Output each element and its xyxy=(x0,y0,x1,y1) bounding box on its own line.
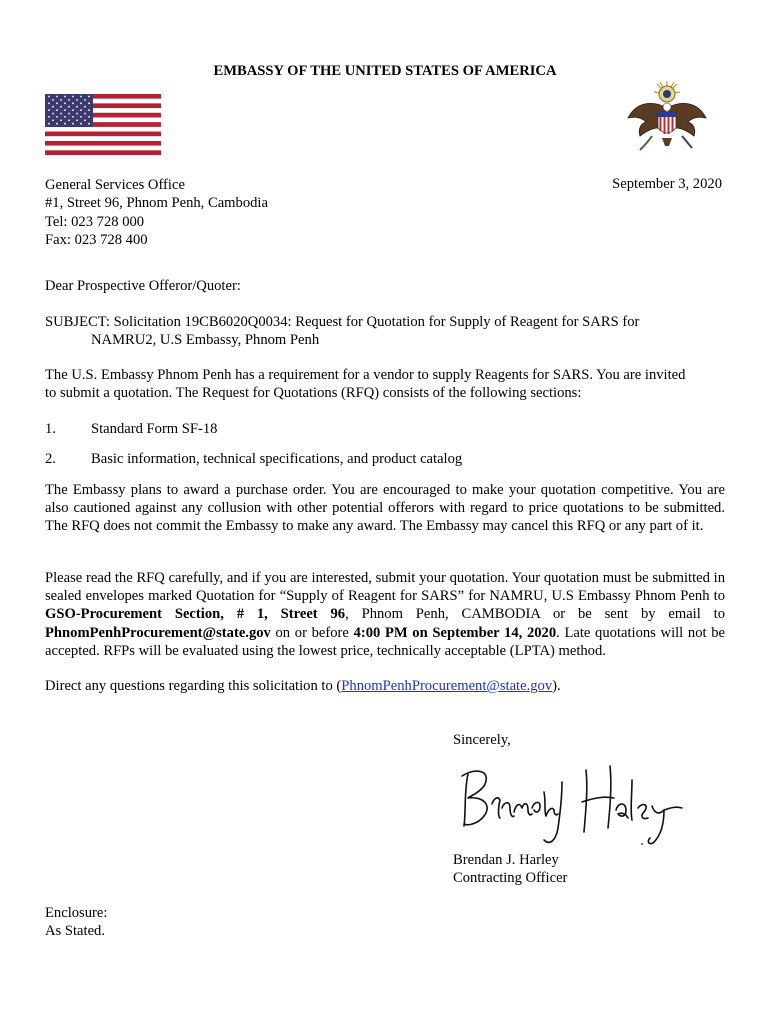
flag-star xyxy=(84,119,86,121)
questions-email-link[interactable]: PhnomPenhProcurement@state.gov xyxy=(341,678,553,694)
flag-star xyxy=(68,119,70,121)
flag-star xyxy=(68,113,70,115)
telephone: Tel: 023 728 000 xyxy=(45,213,145,230)
flag-star xyxy=(72,116,74,118)
instructions-text: , Phnom Penh, CAMBODIA or be sent by email to xyxy=(345,606,725,623)
section-number: 1. xyxy=(45,421,56,437)
instructions-text: on or before xyxy=(270,624,354,641)
closing: Sincerely, xyxy=(453,732,511,748)
flag-star xyxy=(52,106,54,108)
flag-star xyxy=(60,99,62,101)
flag-star xyxy=(56,116,58,118)
flag-star xyxy=(64,123,66,125)
fax: Fax: 023 728 400 xyxy=(45,231,148,248)
flag-star xyxy=(48,109,50,111)
flag-star xyxy=(88,123,90,125)
subject-line-1: SUBJECT: Solicitation 19CB6020Q0034: Request for Quotation for Supply of Reagent for SARS for xyxy=(45,314,640,330)
flag-star xyxy=(84,106,86,108)
street-address: #1, Street 96, Phnom Penh, Cambodia xyxy=(45,195,268,212)
flag-star xyxy=(76,119,78,121)
instructions-text: . Late quotations will not be accepted. RFPs will be evaluated using the lowest price, technically acceptable (LPTA) method. xyxy=(45,624,725,659)
questions-line xyxy=(45,677,725,695)
flag-star xyxy=(64,102,66,104)
flag-star xyxy=(80,116,82,118)
flag-star xyxy=(48,102,50,104)
flag-star xyxy=(72,109,74,111)
flag-star xyxy=(88,116,90,118)
instructions-paragraph xyxy=(45,569,725,660)
flag-star xyxy=(64,116,66,118)
intro-line-1: The U.S. Embassy Phnom Penh has a requirement for a vendor to supply Reagents for SARS. You are invited xyxy=(45,367,686,383)
flag-stripe xyxy=(45,136,161,141)
flag-star xyxy=(76,106,78,108)
flag-star xyxy=(52,99,54,101)
subject-line xyxy=(45,313,725,349)
flag-star xyxy=(68,106,70,108)
enclosure-block xyxy=(45,904,107,941)
questions-text: ). xyxy=(552,678,561,694)
intro-line-2: to submit a quotation. The Request for Quotations (RFQ) consists of the following sections: xyxy=(45,385,582,402)
flag-stripe xyxy=(45,132,161,137)
flag-star xyxy=(84,113,86,115)
flag-star xyxy=(60,119,62,121)
section-item: Basic information, technical specifications, and product catalog xyxy=(91,451,463,467)
flag-star xyxy=(80,123,82,125)
signatory-title: Contracting Officer xyxy=(453,870,568,887)
flag-star xyxy=(76,99,78,101)
flag-star xyxy=(56,102,58,104)
flag-stripe xyxy=(45,146,161,151)
letter-date: September 3, 2020 xyxy=(612,176,722,192)
flag-stripe xyxy=(45,150,161,155)
flag-star xyxy=(56,96,58,98)
flag-star xyxy=(80,109,82,111)
flag-star xyxy=(88,96,90,98)
flag-star xyxy=(80,102,82,104)
intro-paragraph xyxy=(45,366,725,402)
flag-star xyxy=(72,96,74,98)
questions-text: Direct any questions regarding this solicitation to ( xyxy=(45,678,342,694)
flag-star xyxy=(48,96,50,98)
flag-star xyxy=(72,102,74,104)
flag-star xyxy=(84,99,86,101)
flag-star xyxy=(64,96,66,98)
flag-star xyxy=(60,106,62,108)
handwritten-signature xyxy=(458,752,688,850)
subject-line-2: NAMRU2, U.S Embassy, Phnom Penh xyxy=(91,332,320,349)
signatory-block xyxy=(453,851,567,888)
flag-star xyxy=(76,113,78,115)
flag-star xyxy=(72,123,74,125)
flag-star xyxy=(56,109,58,111)
procurement-email: PhnomPenhProcurement@state.gov xyxy=(45,624,271,641)
flag-star xyxy=(64,109,66,111)
flag-star xyxy=(68,99,70,101)
flag-star xyxy=(88,102,90,104)
flag-star xyxy=(56,123,58,125)
award-paragraph: The Embassy plans to award a purchase order. You are encouraged to make your quotation competitive. You are also cautioned against any collusion with other potential offerors with regard to price quotations to be submitted. The RFQ does not commit the Embassy to make any award. The Embassy may cancel this RFQ or any part of it. xyxy=(45,482,725,535)
enclosure-label: Enclosure: xyxy=(45,905,108,921)
salutation: Dear Prospective Offeror/Quoter: xyxy=(45,278,241,294)
flag-star xyxy=(48,116,50,118)
flag-star xyxy=(60,113,62,115)
us-flag-icon xyxy=(45,94,161,155)
sender-address xyxy=(45,176,268,249)
flag-star xyxy=(80,96,82,98)
delivery-address: GSO-Procurement Section, # 1, Street 96 xyxy=(45,606,346,623)
section-item: Standard Form SF-18 xyxy=(91,421,218,437)
instructions-text: Please read the RFQ carefully, and if you are interested, submit your quotation. Your quotation must be submitted in sealed envelopes marked Quotation for “Supply of Reagent for SARS” for NAMRU, U.S Embassy Phnom Penh to xyxy=(45,570,725,605)
flag-stripe xyxy=(45,127,161,132)
flag-star xyxy=(88,109,90,111)
section-number: 2. xyxy=(45,451,56,467)
flag-star xyxy=(52,119,54,121)
letterhead-title: EMBASSY OF THE UNITED STATES OF AMERICA xyxy=(213,63,557,79)
flag-stripe xyxy=(45,141,161,146)
great-seal-eagle-icon xyxy=(622,80,712,160)
flag-star xyxy=(52,113,54,115)
flag-star xyxy=(48,123,50,125)
submission-deadline: 4:00 PM on September 14, 2020 xyxy=(353,624,557,641)
signatory-name: Brendan J. Harley xyxy=(453,852,559,868)
enclosure-value: As Stated. xyxy=(45,923,105,940)
office-name: General Services Office xyxy=(45,177,185,193)
